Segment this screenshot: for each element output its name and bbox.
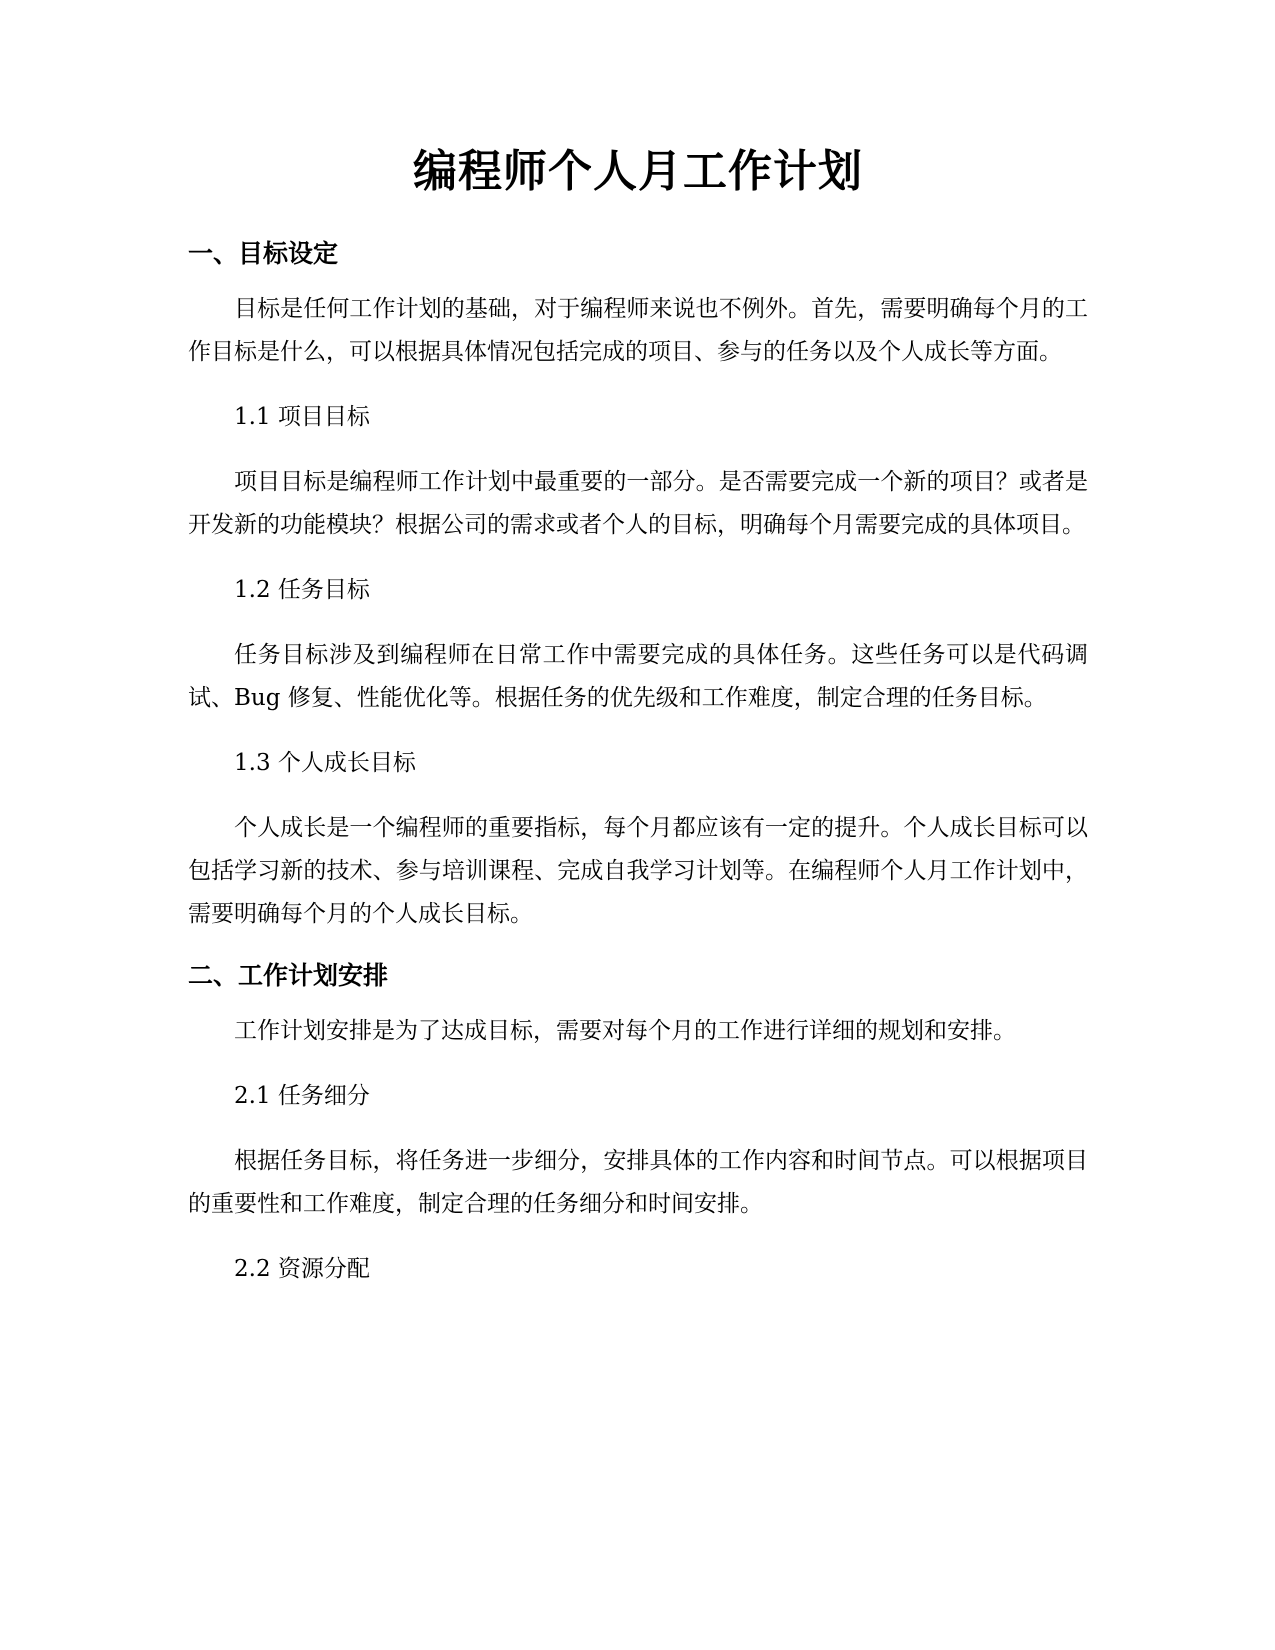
section-1-heading: 一、目标设定 <box>188 239 339 268</box>
document-title: 编程师个人月工作计划 <box>413 146 863 197</box>
subsection-2-1-heading: 2.1 任务细分 <box>234 1083 370 1109</box>
subsection-1-1-heading: 1.1 项目目标 <box>234 404 370 430</box>
subsection-2-1-text: 根据任务目标，将任务进一步细分，安排具体的工作内容和时间节点。可以根据项目的重要性和工作难度，制定合理的任务细分和时间安排。 <box>188 1148 1088 1217</box>
section-2-heading: 二、工作计划安排 <box>188 961 389 990</box>
subsection-1-1-text: 项目目标是编程师工作计划中最重要的一部分。是否需要完成一个新的项目？或者是开发新的功能模块？根据公司的需求或者个人的目标，明确每个月需要完成的具体项目。 <box>188 469 1088 538</box>
subsection-1-2-text: 任务目标涉及到编程师在日常工作中需要完成的具体任务。这些任务可以是代码调试、Bug 修复、性能优化等。根据任务的优先级和工作难度，制定合理的任务目标。 <box>188 642 1088 711</box>
document-body <box>188 140 1088 1313</box>
subsection-1-3-text: 个人成长是一个编程师的重要指标，每个月都应该有一定的提升。个人成长目标可以包括学习新的技术、参与培训课程、完成自我学习计划等。在编程师个人月工作计划中，需要明确每个月的个人成长目标。 <box>188 815 1088 927</box>
subsection-1-2-heading: 1.2 任务目标 <box>234 577 370 603</box>
subsection-2-2-heading: 2.2 资源分配 <box>234 1256 370 1282</box>
section-1-intro: 目标是任何工作计划的基础，对于编程师来说也不例外。首先，需要明确每个月的工作目标是什么，可以根据具体情况包括完成的项目、参与的任务以及个人成长等方面。 <box>188 296 1088 365</box>
section-2-intro: 工作计划安排是为了达成目标，需要对每个月的工作进行详细的规划和安排。 <box>234 1018 1016 1044</box>
subsection-1-3-heading: 1.3 个人成长目标 <box>234 750 416 776</box>
